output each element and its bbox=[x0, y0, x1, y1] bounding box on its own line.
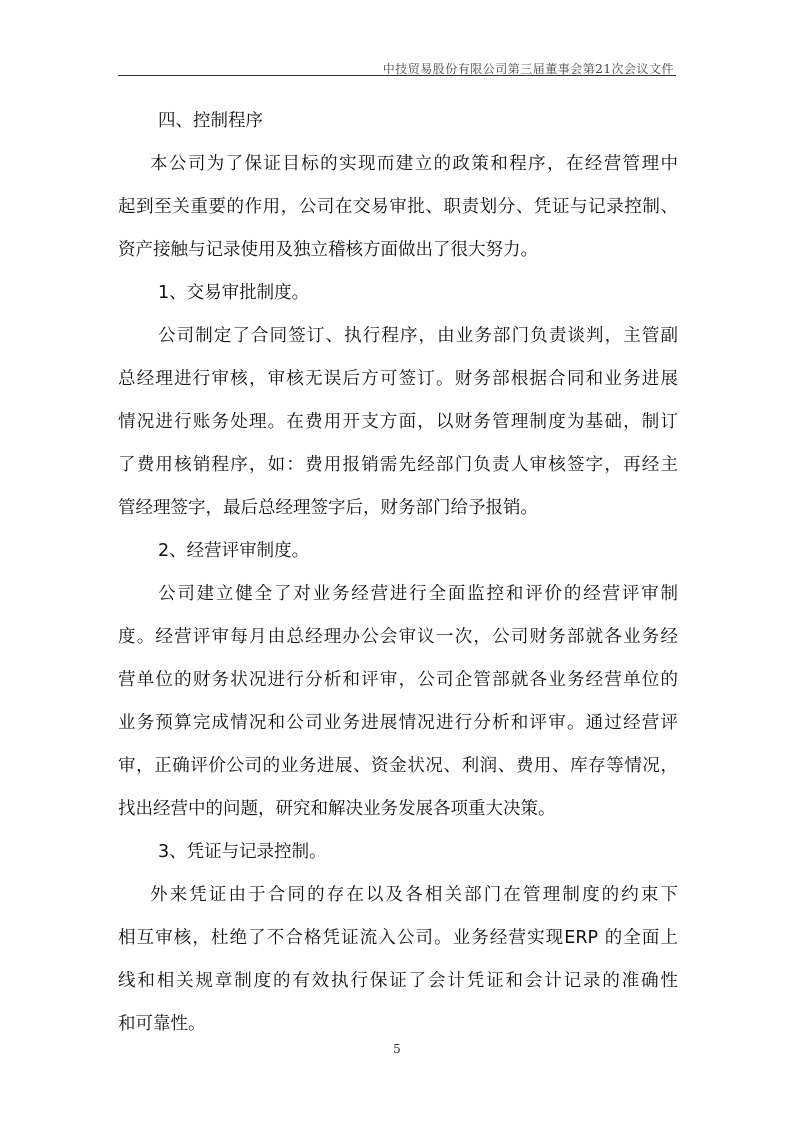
paragraph-line: 管经理签字，最后总经理签字后，财务部门给予报销。 bbox=[118, 498, 538, 518]
section-heading: 四、控制程序 bbox=[158, 111, 263, 131]
header-rule bbox=[118, 75, 676, 76]
subsection-heading: 2、经营评审制度。 bbox=[158, 541, 310, 561]
paragraph-line: 公司制定了合同签订、执行程序，由业务部门负责谈判，主管副 bbox=[158, 326, 678, 346]
paragraph-line: 总经理进行审核，审核无误后方可签订。财务部根据合同和业务进展 bbox=[118, 369, 678, 389]
paragraph-line: 公司建立健全了对业务经营进行全面监控和评价的经营评审制 bbox=[158, 584, 678, 604]
paragraph-line: 资产接触与记录使用及独立稽核方面做出了很大努力。 bbox=[118, 240, 538, 260]
paragraph-line: 营单位的财务状况进行分析和评审，公司企管部就各业务经营单位的 bbox=[118, 670, 678, 690]
paragraph-line: 找出经营中的问题，研究和解决业务发展各项重大决策。 bbox=[118, 799, 556, 819]
paragraph-line: 和可靠性。 bbox=[118, 1014, 206, 1034]
subsection-heading: 1、交易审批制度。 bbox=[158, 283, 310, 303]
paragraph-line: 线和相关规章制度的有效执行保证了会计凭证和会计记录的准确性 bbox=[118, 971, 678, 991]
subsection-heading: 3、凭证与记录控制。 bbox=[158, 842, 327, 862]
paragraph-line: 本公司为了保证目标的实现而建立的政策和程序，在经营管理中 bbox=[150, 154, 678, 174]
paragraph-line: 度。经营评审每月由总经理办公会审议一次，公司财务部就各业务经 bbox=[118, 627, 678, 647]
paragraph-line: 了费用核销程序，如：费用报销需先经部门负责人审核签字，再经主 bbox=[118, 455, 678, 475]
paragraph-line: 情况进行账务处理。在费用开支方面，以财务管理制度为基础，制订 bbox=[118, 412, 678, 432]
paragraph-line: 审，正确评价公司的业务进展、资金状况、利润、费用、库存等情况， bbox=[118, 756, 678, 776]
paragraph-line: 业务预算完成情况和公司业务进展情况进行分析和评审。通过经营评 bbox=[118, 713, 678, 733]
paragraph-line: 相互审核，杜绝了不合格凭证流入公司。业务经营实现ERP 的全面上 bbox=[118, 928, 678, 948]
page-number: 5 bbox=[393, 1042, 401, 1056]
paragraph-line: 外来凭证由于合同的存在以及各相关部门在管理制度的约束下 bbox=[150, 885, 678, 905]
paragraph-line: 起到至关重要的作用，公司在交易审批、职责划分、凭证与记录控制、 bbox=[118, 197, 678, 217]
running-header: 中技贸易股份有限公司第三届董事会第21次会议文件 bbox=[382, 62, 674, 76]
